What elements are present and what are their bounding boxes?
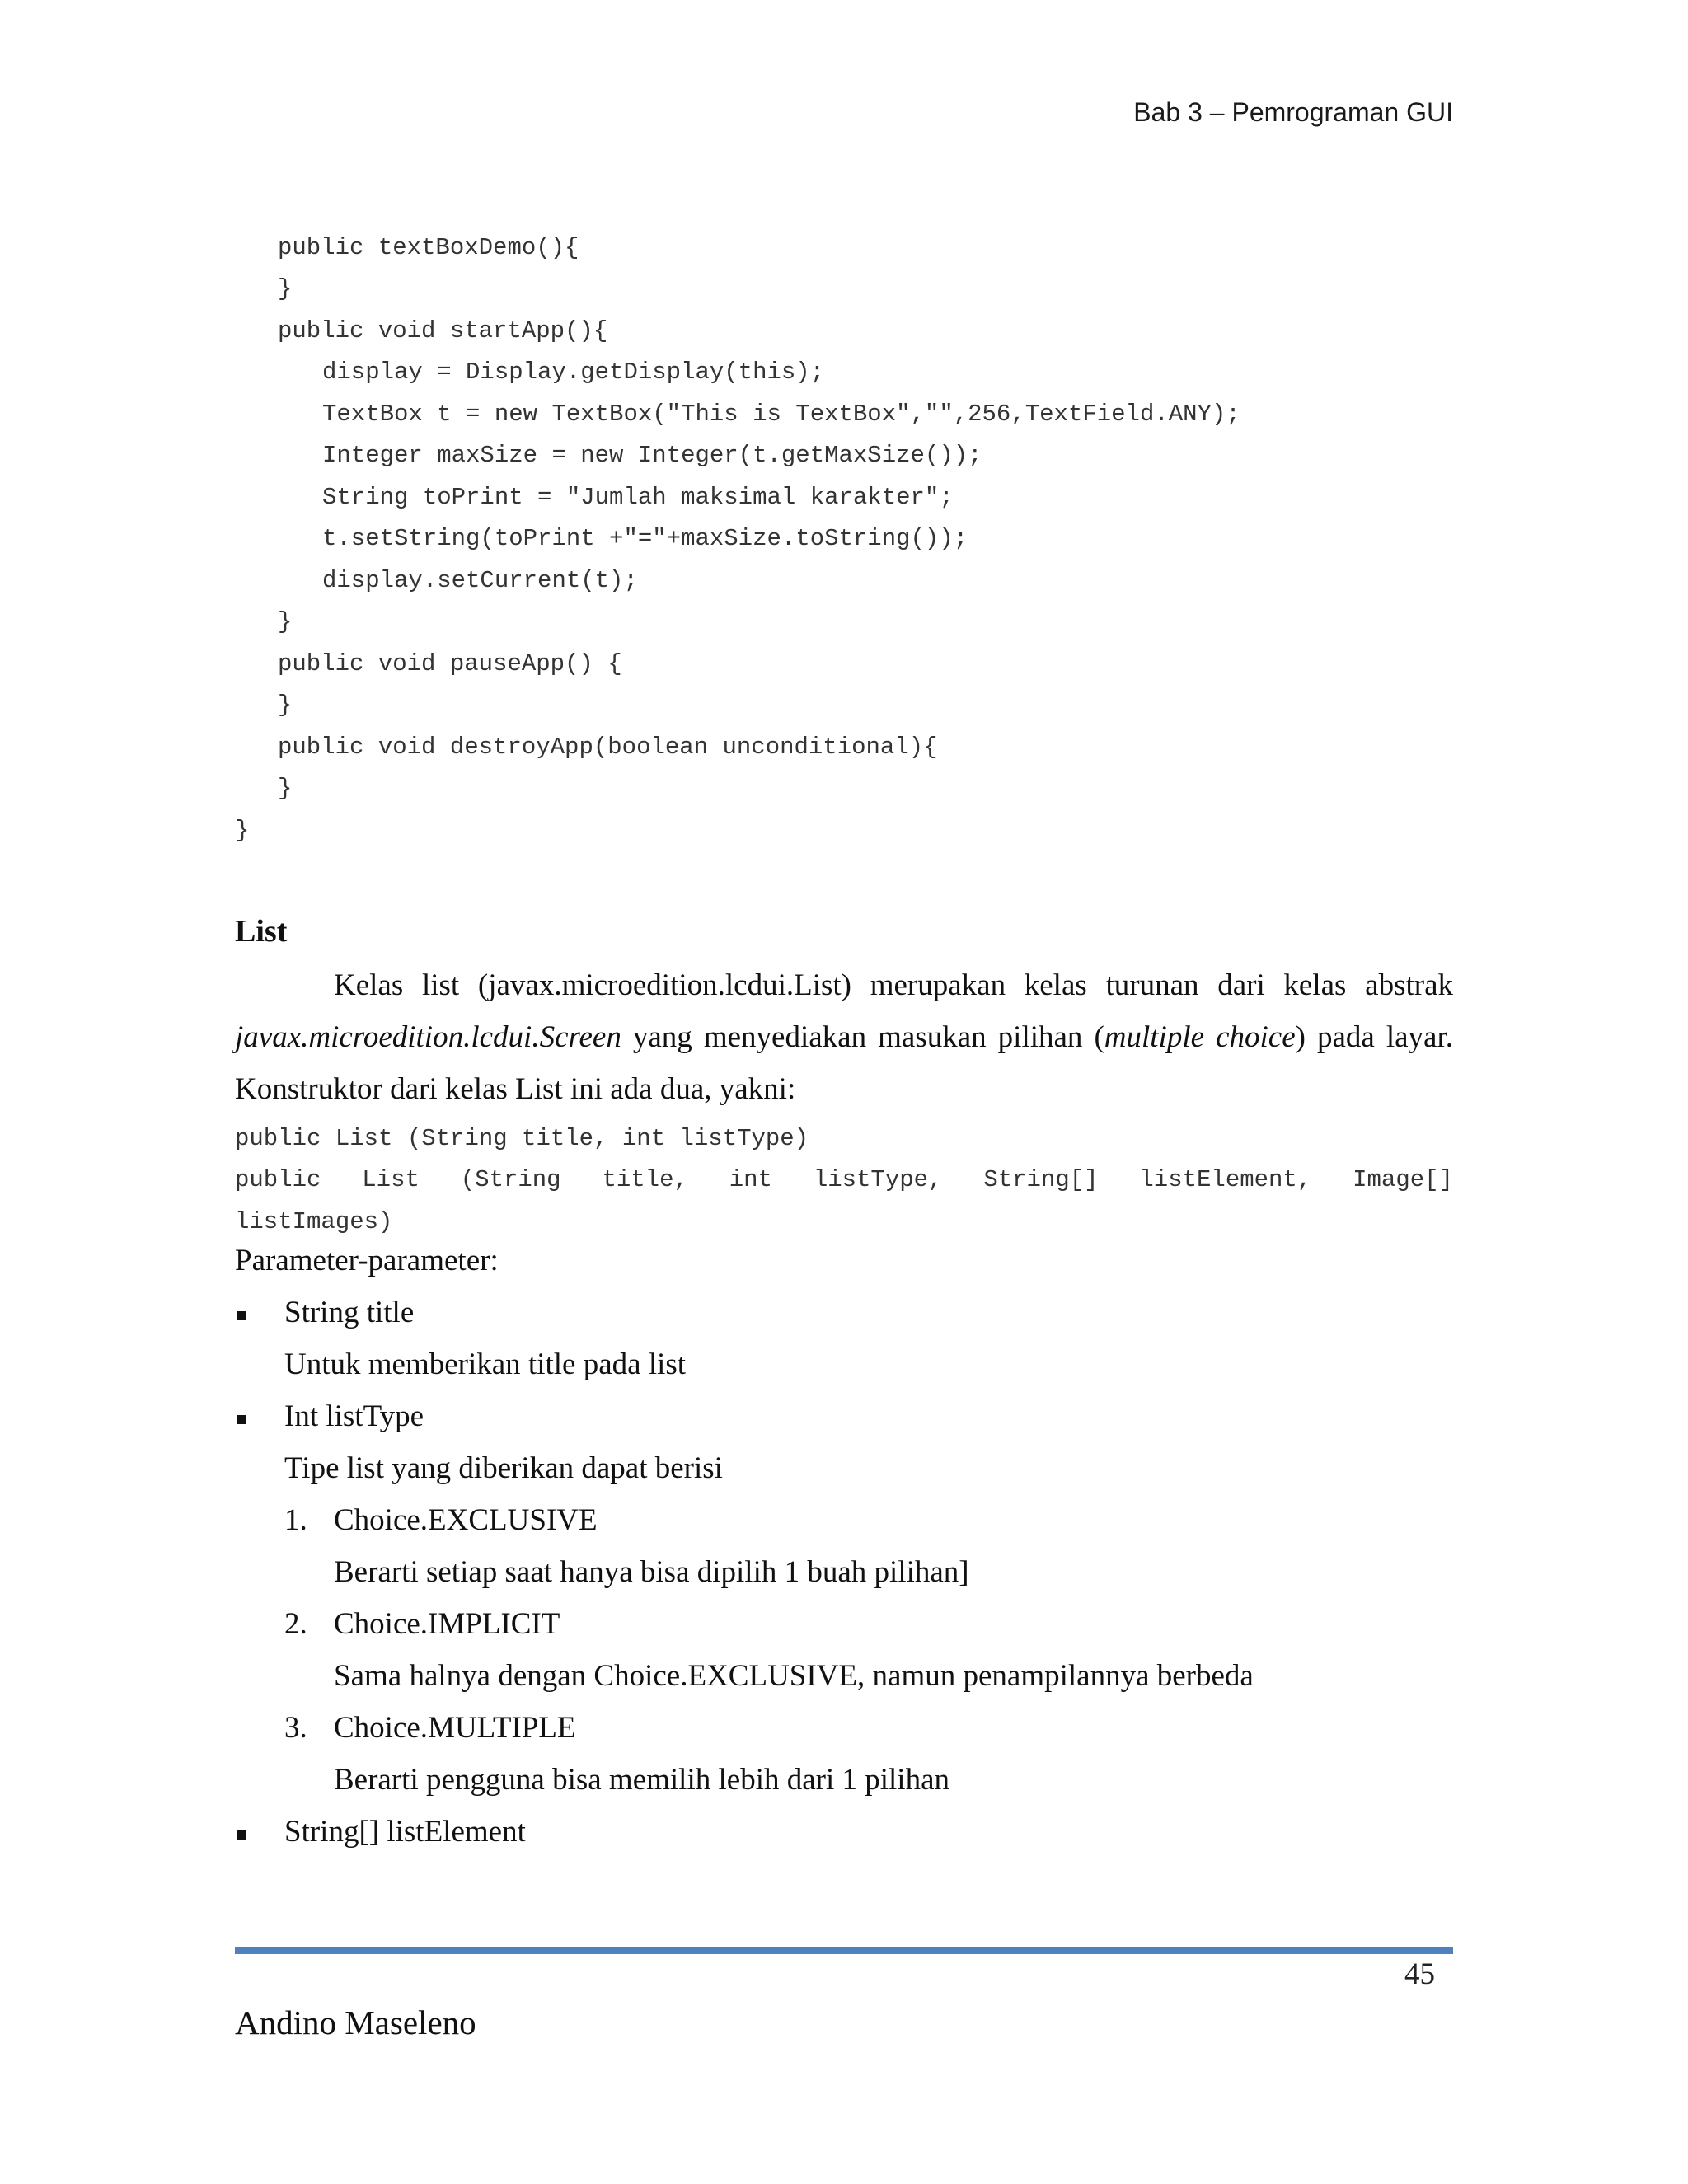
constructor-signature-1: public List (String title, int listType) (235, 1125, 809, 1152)
choice-description: Berarti pengguna bisa memilih lebih dari 1 pilihan (334, 1763, 950, 1797)
signature-token: int (729, 1166, 772, 1193)
choice-number: 3. (284, 1711, 307, 1745)
param-name: Int listType (284, 1399, 424, 1433)
signature-token: List (362, 1166, 420, 1193)
constructor-signature-2 (235, 1166, 1453, 1193)
intro-italic-class: javax.microedition.lcdui.Screen (235, 1020, 621, 1054)
code-line: public textBoxDemo(){ (278, 234, 579, 261)
page-number: 45 (1404, 1957, 1435, 1991)
signature-token: public (235, 1166, 321, 1193)
signature-token: (String (460, 1166, 561, 1193)
code-line: String toPrint = "Jumlah maksimal karakter"; (322, 484, 954, 511)
code-line: Integer maxSize = new Integer(t.getMaxSize()); (322, 442, 982, 469)
code-line: } (278, 691, 293, 719)
param-description: Tipe list yang diberikan dapat berisi (284, 1451, 723, 1485)
code-line: public void destroyApp(boolean unconditional){ (278, 733, 938, 761)
bullet-icon (237, 1830, 246, 1840)
footer-author: Andino Maseleno (235, 2004, 476, 2041)
bullet-icon (237, 1415, 246, 1424)
code-line: } (278, 608, 293, 635)
intro-text: ) pada layar. Konstruktor dari kelas List ini ada dua, yakni: (235, 1020, 1453, 1106)
choice-description: Berarti setiap saat hanya bisa dipilih 1 buah pilihan] (334, 1555, 969, 1589)
choice-number: 2. (284, 1607, 307, 1641)
signature-token: listType, (813, 1166, 943, 1193)
footer-rule (235, 1947, 1453, 1954)
code-line: public void startApp(){ (278, 317, 608, 344)
params-label: Parameter-parameter: (235, 1244, 499, 1277)
code-line: public void pauseApp() { (278, 650, 622, 677)
signature-token: Image[] (1353, 1166, 1453, 1193)
intro-italic-term: multiple choice (1104, 1020, 1296, 1054)
code-line: } (235, 817, 250, 844)
section-heading: List (235, 914, 288, 949)
choice-description: Sama halnya dengan Choice.EXCLUSIVE, namun penampilannya berbeda (334, 1659, 1254, 1693)
code-line: } (278, 775, 293, 802)
code-line: t.setString(toPrint +"="+maxSize.toString()); (322, 525, 968, 552)
code-line: } (278, 275, 293, 302)
code-line: display = Display.getDisplay(this); (322, 359, 825, 386)
param-name: String title (284, 1296, 415, 1329)
signature-token: title, (602, 1166, 688, 1193)
intro-text: yang menyediakan masukan pilihan ( (621, 1020, 1104, 1054)
param-name: String[] listElement (284, 1815, 526, 1849)
choice-name: Choice.MULTIPLE (334, 1711, 576, 1745)
param-description: Untuk memberikan title pada list (284, 1347, 687, 1381)
page-header: Bab 3 – Pemrograman GUI (1133, 97, 1453, 127)
intro-text: Kelas list (javax.microedition.lcdui.List) merupakan kelas turunan dari kelas abstrak (334, 968, 1453, 1002)
code-block (0, 0, 1240, 844)
intro-paragraph (235, 959, 1453, 1115)
code-line: display.setCurrent(t); (322, 567, 638, 594)
choice-number: 1. (284, 1503, 307, 1537)
choice-name: Choice.IMPLICIT (334, 1607, 560, 1641)
code-line: TextBox t = new TextBox("This is TextBox","",256,TextField.ANY); (322, 401, 1240, 428)
constructor-signature-2-cont: listImages) (235, 1208, 393, 1235)
choice-name: Choice.EXCLUSIVE (334, 1503, 598, 1537)
signature-token: String[] (983, 1166, 1099, 1193)
bullet-icon (237, 1311, 246, 1320)
signature-token: listElement, (1139, 1166, 1312, 1193)
